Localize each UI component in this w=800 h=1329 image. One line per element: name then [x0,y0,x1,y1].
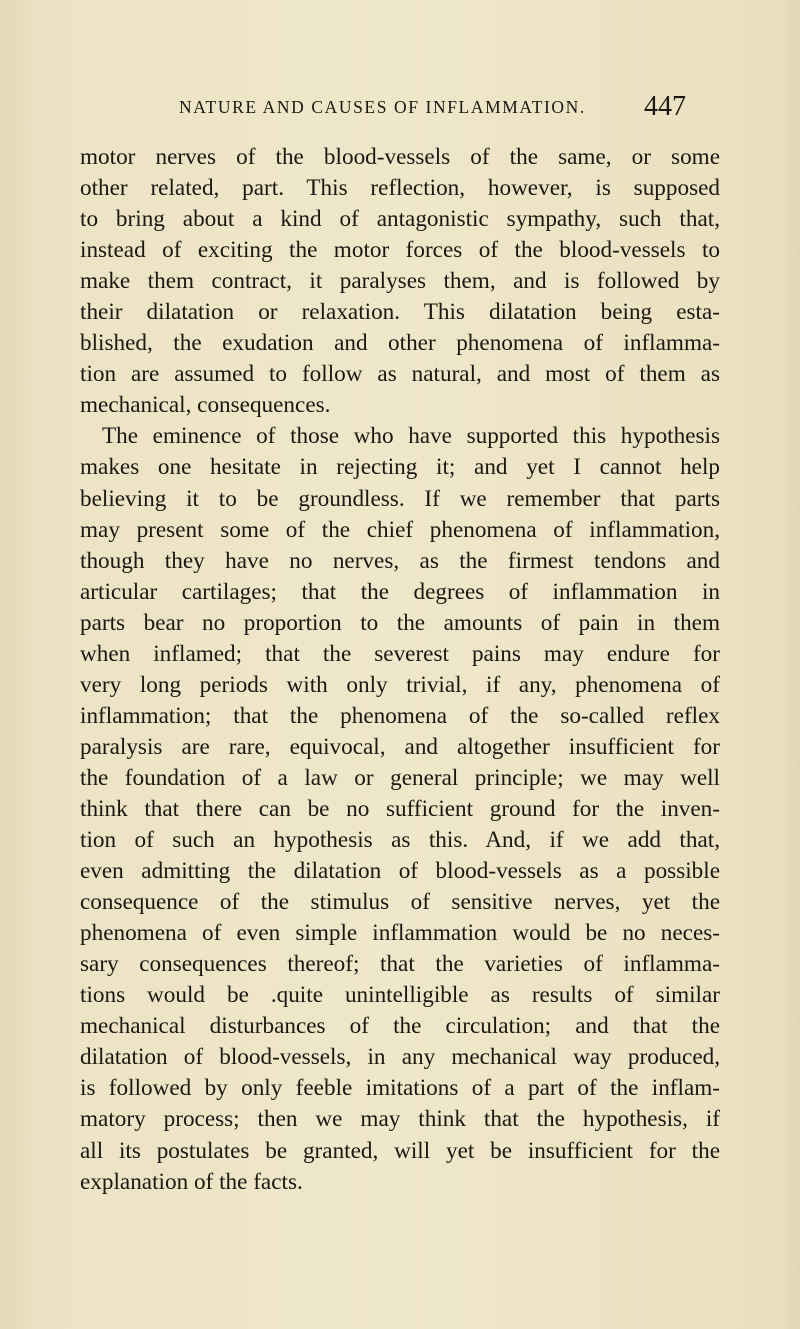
text-line: their dilatation or relaxation. This dilatation being esta- [80,299,720,326]
text-line: instead of exciting the motor forces of the blood-vessels to [80,237,720,264]
text-line: paralysis are rare, equivocal, and altogether insufficient for [80,733,720,760]
text-line: to bring about a kind of antagonistic sympathy, such that, [80,206,720,233]
text-line: motor nerves of the blood-vessels of the same, or some [80,144,720,170]
text-line: blished, the exudation and other phenomena of inflamma- [80,330,720,357]
text-line: though they have no nerves, as the firmest tendons and [80,547,720,574]
text-line: may present some of the chief phenomena of inflammation, [80,516,720,543]
text-line: The eminence of those who have supported this hypothesis [102,423,720,450]
text-line: tions would be .quite unintelligible as results of similar [80,982,720,1009]
text-line: mechanical, consequences. [80,392,331,419]
text-line: think that there can be no sufficient ground for the inven- [80,795,720,822]
text-line: is followed by only feeble imitations of a part of the inflam- [80,1075,720,1102]
text-line: make them contract, it paralyses them, and is followed by [80,268,720,295]
text-line: tion are assumed to follow as natural, and most of them as [80,361,720,388]
page-number: 447 [644,91,686,122]
text-line: articular cartilages; that the degrees of inflammation in [80,578,720,605]
text-line: consequence of the stimulus of sensitive nerves, yet the [80,889,720,916]
text-line: other related, part. This reflection, however, is supposed [80,175,720,202]
text-line: even admitting the dilatation of blood-vessels as a possible [80,858,720,885]
running-header [0,91,800,132]
text-line: believing it to be groundless. If we remember that parts [80,485,720,512]
text-line: phenomena of even simple inflammation would be no neces- [80,920,720,947]
running-title: NATURE AND CAUSES OF INFLAMMATION. [179,97,586,117]
text-line: makes one hesitate in rejecting it; and yet I cannot help [80,454,720,481]
text-line: matory process; then we may think that the hypothesis, if [80,1106,720,1133]
text-line: sary consequences thereof; that the varieties of inflamma- [80,951,720,978]
text-line: all its postulates be granted, will yet be insufficient for the [80,1137,720,1164]
text-line: when inflamed; that the severest pains may endure for [80,640,720,667]
text-line: tion of such an hypothesis as this. And, if we add that, [80,827,720,854]
text-line: explanation of the facts. [80,1168,303,1195]
text-line: inflammation; that the phenomena of the so-called reflex [80,702,720,729]
text-line: parts bear no proportion to the amounts of pain in them [80,609,720,636]
text-line: very long periods with only trivial, if any, phenomena of [80,671,720,698]
text-line: mechanical disturbances of the circulation; and that the [80,1013,720,1040]
text-line: the foundation of a law or general principle; we may well [80,764,720,791]
body-text [80,142,720,1198]
text-line: dilatation of blood-vessels, in any mechanical way produced, [80,1044,720,1071]
